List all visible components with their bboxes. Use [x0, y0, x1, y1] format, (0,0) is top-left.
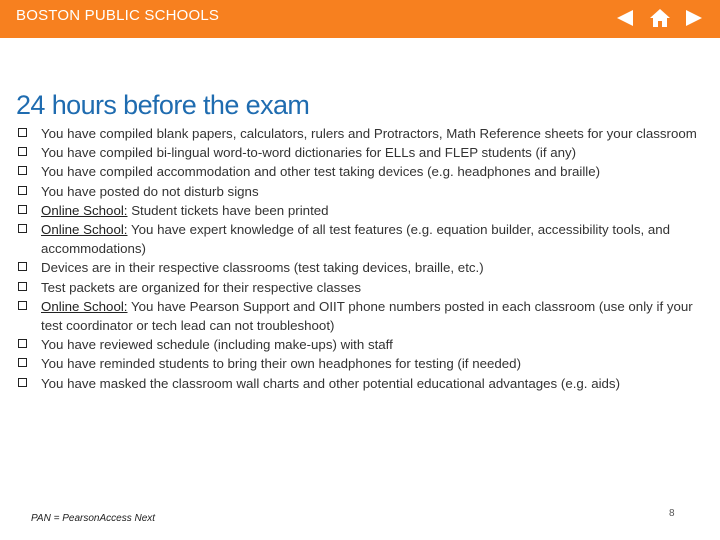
checklist-item-text: Devices are in their respective classrooms (test taking devices, braille, etc.) — [41, 260, 484, 276]
checklist-item — [16, 297, 706, 335]
checkbox-square-icon — [18, 358, 27, 367]
page-number: 8 — [669, 508, 675, 519]
checklist-item — [16, 335, 706, 354]
footnote: PAN = PearsonAccess Next — [31, 513, 156, 524]
checklist-item-text: You have masked the classroom wall charts and other potential educational advantages (e.g. aids) — [41, 375, 621, 391]
checklist-item-text: Test packets are organized for their respective classes — [41, 279, 362, 295]
checklist-item — [16, 220, 706, 258]
checkbox-square-icon — [18, 186, 27, 195]
checklist-item — [16, 278, 706, 297]
checklist-item-text: You have expert knowledge of all test features (e.g. equation builder, accessibility tools, and accommodations) — [41, 222, 671, 257]
online-school-tag: Online School: — [41, 202, 128, 218]
header-bar — [0, 0, 720, 38]
checklist-item-text: Student tickets have been printed — [131, 202, 329, 218]
checkbox-square-icon — [18, 262, 27, 271]
checkbox-square-icon — [18, 205, 27, 214]
checkbox-square-icon — [18, 166, 27, 175]
checklist — [16, 124, 706, 393]
checklist-item — [16, 182, 706, 201]
checkbox-square-icon — [18, 224, 27, 233]
checklist-item — [16, 143, 706, 162]
checklist-item-text: You have posted do not disturb signs — [41, 183, 259, 199]
checkbox-square-icon — [18, 128, 27, 137]
org-name: BOSTON PUBLIC SCHOOLS — [16, 7, 220, 24]
checklist-item-text: You have Pearson Support and OIIT phone numbers posted in each classroom (use only if your test coordinator or tech lead can not troubleshoot) — [41, 298, 693, 334]
checkbox-square-icon — [18, 339, 27, 348]
checklist-item — [16, 354, 706, 373]
slide-title: 24 hours before the exam — [16, 90, 310, 120]
checklist-item — [16, 162, 706, 181]
checklist-item-text: You have compiled accommodation and other test taking devices (e.g. headphones and braille) — [41, 164, 601, 180]
checklist-item — [16, 258, 706, 277]
checklist-item — [16, 374, 706, 393]
checklist-item-text: You have reviewed schedule (including make-ups) with staff — [41, 337, 393, 353]
checklist-item-text: You have compiled blank papers, calculators, rulers and Protractors, Math Reference sheets for your classroom — [41, 126, 697, 141]
checklist-item-text: You have reminded students to bring their own headphones for testing (if needed) — [41, 356, 521, 372]
checklist-item-text: You have compiled bi-lingual word-to-word dictionaries for ELLs and FLEP students (if any) — [41, 145, 577, 161]
checkbox-square-icon — [18, 147, 27, 156]
checkbox-square-icon — [18, 301, 27, 310]
checklist-item — [16, 201, 706, 220]
previous-arrow-icon[interactable] — [615, 8, 635, 28]
checkbox-square-icon — [18, 378, 27, 387]
checkbox-square-icon — [18, 282, 27, 291]
next-arrow-icon[interactable] — [684, 8, 704, 28]
home-icon[interactable] — [649, 8, 671, 28]
online-school-tag: Online School: — [41, 298, 128, 314]
online-school-tag: Online School: — [41, 222, 128, 238]
checklist-item — [16, 124, 706, 143]
